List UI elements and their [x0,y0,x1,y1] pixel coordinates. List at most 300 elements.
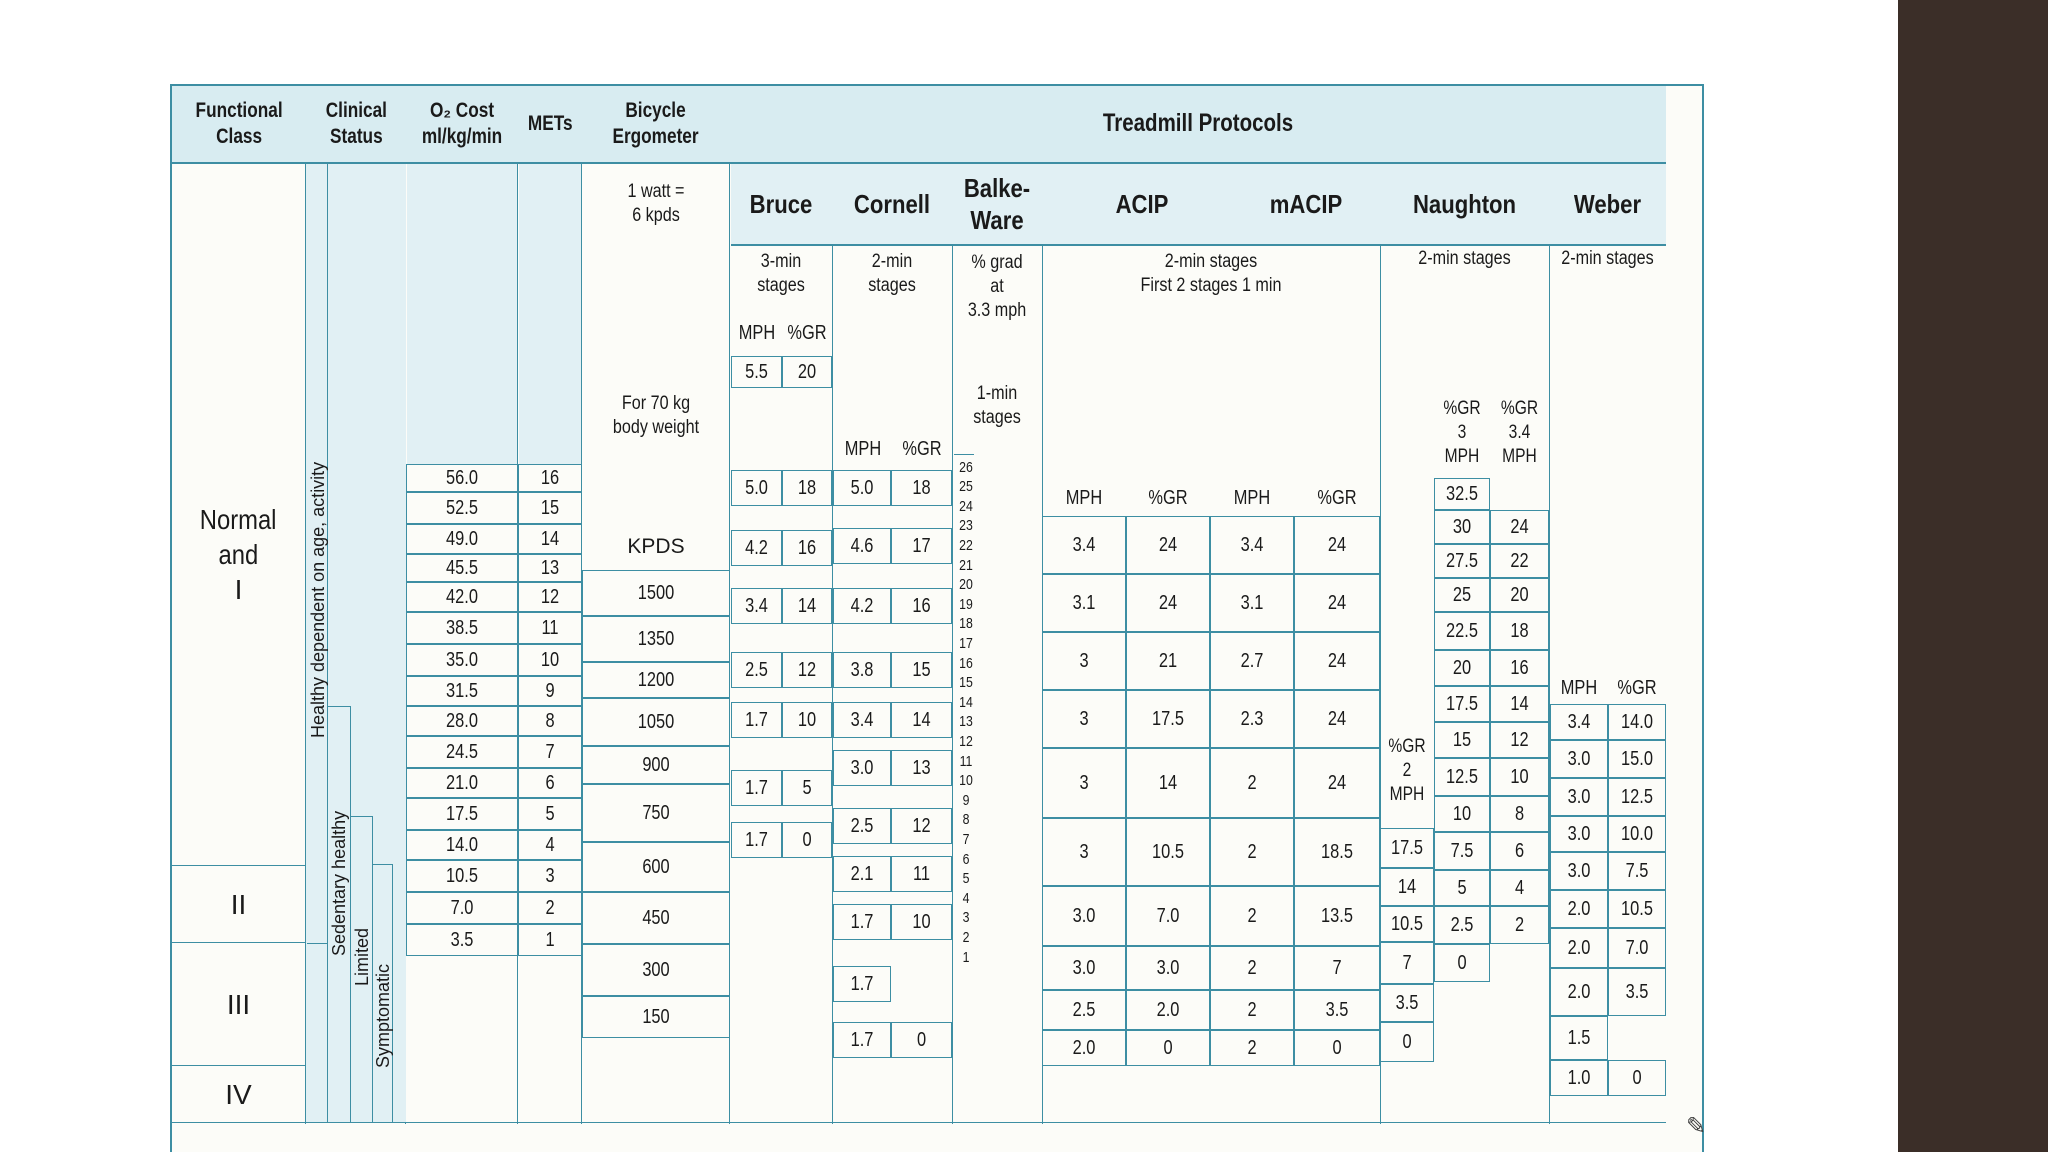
naughton-3mph-cell [1434,722,1490,758]
cornell-mph-cell [833,702,891,738]
acip-mph-cell-value: 3 [1079,649,1089,672]
naughton-34mph-cell [1490,758,1549,796]
bruce-gr-cell-value: 18 [797,476,817,499]
acip-mph-cell [1042,516,1126,574]
naughton-3mph-cell [1434,796,1490,832]
weber-gr-cell [1608,968,1666,1016]
balke-grade: 3 [962,909,970,927]
macip-mph-cell [1210,1030,1294,1066]
cornell-gr-cell-value: 11 [912,862,931,885]
balke-sub: % grad at 3.3 mph [967,252,1027,321]
weber-gr-cell-value: 10.5 [1621,897,1653,920]
bruce-gr-cell-value: 14 [797,594,817,617]
o2-cost-cell-value: 3.5 [450,928,474,951]
clinical-sedentary: Sedentary healthy [329,810,349,956]
header-treadmill: Treadmill Protocols [1102,109,1294,138]
naughton-3mph-cell-value: 5 [1457,876,1467,899]
o2-cost-cell [406,706,518,736]
o2-cost-cell [406,676,518,706]
naughton-3mph-cell [1434,944,1490,982]
weber-gr-cell-value: 3.5 [1625,980,1649,1003]
pen-icon: ✎ [1686,1113,1707,1140]
macip-mph-cell [1210,886,1294,946]
mets-cell [518,798,582,830]
bike-watt-note: 1 watt = 6 kpds [627,181,685,226]
naughton-34mph-cell-value: 12 [1510,728,1529,751]
header-clinical-status: Clinical Status [325,98,387,148]
o2-cost-cell-value: 49.0 [446,527,478,550]
naughton-3mph-cell [1434,832,1490,870]
mets-cell-value: 10 [540,648,560,671]
acip-mph-cell-value: 3.0 [1072,956,1096,979]
balke-grade: 14 [959,693,973,711]
weber-gr-cell-value: 12.5 [1621,785,1653,808]
protocol-bruce: Bruce [749,188,813,219]
weber-gr-label: %GR [1617,676,1657,699]
cornell-mph-cell [833,966,891,1002]
bruce-gr-cell [782,770,832,806]
cornell-mph-cell-value: 1.7 [850,972,874,995]
macip-gr-label: %GR [1317,486,1357,509]
mets-cell-value: 1 [545,928,555,951]
acip-gr-cell [1126,690,1210,748]
cornell-gr-cell [891,904,952,940]
naughton-3mph-cell [1434,906,1490,944]
bike-kpds-cell [582,570,730,616]
cornell-gr-cell-value: 17 [912,534,931,557]
bruce-mph-cell [731,652,782,688]
cornell-mph-cell [833,904,891,940]
cornell-gr-cell [891,808,952,844]
balke-grade: 24 [959,497,973,515]
acip-mph-cell [1042,818,1126,886]
cornell-mph-cell [833,1022,891,1058]
cornell-mph-cell [833,652,891,688]
naughton-34mph-cell [1490,832,1549,870]
weber-mph-cell [1550,890,1608,928]
weber-sub: 2-min stages [1561,248,1654,270]
weber-mph-cell-value: 1.5 [1567,1026,1591,1049]
bike-kpds-cell [582,746,730,784]
cornell-mph-cell [833,856,891,892]
naughton-3mph-cell-value: 27.5 [1446,549,1478,572]
bike-kpds-cell-value: 450 [642,906,670,929]
bike-kpds-cell [582,698,730,746]
cornell-gr-cell [891,470,952,506]
weber-gr-cell [1608,928,1666,968]
weber-mph-cell-value: 3.0 [1567,747,1591,770]
weber-mph-cell-value: 2.0 [1567,980,1591,1003]
naughton-34mph-cell-value: 4 [1514,876,1525,899]
naughton-34mph-cell-value: 2 [1514,913,1525,936]
protocol-weber: Weber [1573,188,1642,219]
bruce-gr-cell [782,470,832,506]
cornell-gr-cell-value: 16 [912,594,931,617]
bike-kpds-cell [582,616,730,662]
mets-cell [518,924,582,956]
weber-gr-cell-value: 15.0 [1621,747,1653,770]
side-dark-bar [1898,0,2048,1152]
weber-gr-cell-value: 7.5 [1625,859,1649,882]
naughton-3mph-cell-value: 15 [1452,728,1472,751]
balke-grade: 19 [959,595,973,613]
acip-mph-cell-value: 3 [1079,707,1089,730]
acip-mph-cell [1042,748,1126,818]
weber-mph-cell [1550,968,1608,1016]
naughton-2mph-cell-value: 3.5 [1395,991,1419,1014]
bike-kpds-cell [582,944,730,996]
bruce-mph-cell-value: 1.7 [745,776,768,799]
mets-cell-value: 3 [545,864,555,887]
bruce-stages: 3-min stages [757,251,805,296]
macip-mph-cell [1210,516,1294,574]
mets-cell [518,706,582,736]
protocol-cornell: Cornell [853,188,931,219]
balke-grade: 25 [959,478,973,496]
o2-cost-cell-value: 21.0 [446,771,478,794]
bike-kpds-cell-value: 900 [642,753,670,776]
weber-gr-cell [1608,852,1666,890]
cornell-stages: 2-min stages [868,251,916,296]
weber-mph-cell [1550,852,1608,890]
macip-mph-cell [1210,946,1294,990]
macip-mph-cell-value: 2 [1247,1036,1257,1059]
balke-grade: 1 [962,948,970,966]
bruce-mph-cell [731,702,782,738]
naughton-34mph-cell-value: 18 [1510,619,1529,642]
weber-gr-cell [1608,740,1666,778]
weber-mph-cell-value: 3.4 [1567,710,1591,733]
macip-gr-cell-value: 24 [1327,591,1347,614]
weber-gr-cell-value: 14.0 [1621,710,1653,733]
bike-kpds-cell-value: 1500 [637,581,675,604]
cornell-mph-label: MPH [844,437,882,460]
mets-cell [518,464,582,492]
bruce-mph-cell [731,530,782,566]
header-bicycle: Bicycle Ergometer [612,98,700,148]
weber-mph-cell [1550,704,1608,740]
weber-mph-cell [1550,1060,1608,1096]
acip-gr-cell-value: 24 [1158,591,1178,614]
o2-cost-cell-value: 42.0 [446,585,478,608]
naughton-sub: 2-min stages [1418,248,1511,270]
o2-cost-cell [406,492,518,524]
mets-cell-value: 14 [540,527,560,550]
macip-mph-cell [1210,574,1294,632]
mets-cell [518,892,582,924]
protocol-balke-ware: Balke- Ware [963,172,1031,235]
macip-mph-label: MPH [1233,486,1271,509]
o2-cost-cell-value: 10.5 [446,864,478,887]
balke-grade: 17 [959,634,973,652]
naughton-3mph-cell [1434,758,1490,796]
balke-grade: 7 [962,830,970,848]
cornell-gr-label: %GR [902,437,942,460]
cornell-gr-cell [891,652,952,688]
acip-gr-label: %GR [1148,486,1188,509]
o2-cost-cell [406,768,518,798]
cornell-gr-cell-value: 18 [912,476,931,499]
balke-grade: 16 [959,654,973,672]
cornell-mph-cell-value: 1.7 [850,910,874,933]
naughton-34mph-cell-value: 24 [1510,515,1529,538]
cornell-mph-cell-value: 5.0 [850,476,874,499]
acip-gr-cell [1126,990,1210,1030]
bike-kpds-cell-value: 750 [642,801,670,824]
weber-mph-cell-value: 3.0 [1567,859,1591,882]
mets-cell-value: 13 [540,556,560,579]
bruce-gr-cell [782,356,832,388]
bruce-mph-cell [731,470,782,506]
mets-cell-value: 5 [545,802,555,825]
acip-mph-cell [1042,574,1126,632]
naughton-2mph-cell-value: 17.5 [1391,836,1423,859]
naughton-34mph-cell-value: 10 [1510,765,1529,788]
naughton-34mph-cell [1490,650,1549,686]
class-iv: IV [225,1078,252,1110]
naughton-2mph-cell [1380,868,1434,906]
o2-cost-cell-value: 7.0 [450,896,474,919]
macip-mph-cell-value: 3.1 [1240,591,1264,614]
naughton-34mph-cell [1490,612,1549,650]
acip-mph-cell-value: 3.4 [1072,533,1096,556]
balke-grade: 11 [959,752,973,770]
naughton-3mph-cell [1434,578,1490,612]
weber-gr-cell [1608,704,1666,740]
mets-cell [518,644,582,676]
bruce-mph-cell-value: 5.0 [745,476,768,499]
balke-1min: 1-min stages [973,383,1021,428]
naughton-2mph-cell [1380,942,1434,984]
acip-gr-cell-value: 2.0 [1156,998,1180,1021]
o2-cost-cell-value: 35.0 [446,648,478,671]
macip-mph-cell-value: 2 [1247,904,1257,927]
mets-cell [518,676,582,706]
macip-gr-cell-value: 24 [1327,771,1347,794]
balke-grade: 15 [959,674,973,692]
macip-gr-cell-value: 18.5 [1321,840,1353,863]
weber-mph-cell-value: 3.0 [1567,785,1591,808]
naughton-34mph-cell-value: 22 [1510,549,1529,572]
weber-mph-cell-value: 3.0 [1567,822,1591,845]
bruce-gr-cell [782,652,832,688]
bruce-mph-cell-value: 2.5 [745,658,768,681]
bruce-gr-cell-value: 12 [797,658,817,681]
bruce-mph-cell-value: 3.4 [745,594,768,617]
naughton-3mph-cell [1434,870,1490,906]
macip-mph-cell-value: 2 [1247,956,1257,979]
cornell-mph-cell-value: 4.6 [850,534,874,557]
acip-gr-cell-value: 21 [1158,649,1178,672]
bruce-gr-cell-value: 5 [802,776,812,799]
o2-cost-cell-value: 38.5 [446,616,478,639]
acip-mph-cell-value: 2.5 [1072,998,1096,1021]
naughton-34mph-cell-value: 6 [1514,839,1525,862]
o2-cost-cell [406,612,518,644]
bruce-gr-cell-value: 0 [802,828,812,851]
weber-gr-cell [1608,778,1666,816]
macip-gr-cell [1294,946,1380,990]
naughton-3mph-cell-value: 20 [1452,656,1472,679]
cornell-gr-cell-value: 0 [916,1028,927,1051]
weber-mph-label: MPH [1560,676,1598,699]
clinical-limited: Limited [352,927,372,986]
cornell-gr-cell [891,856,952,892]
bruce-gr-cell [782,822,832,858]
macip-gr-cell [1294,632,1380,690]
bruce-gr-cell [782,588,832,624]
naughton-34mph-cell-value: 8 [1514,802,1525,825]
balke-grade: 2 [962,928,970,946]
weber-mph-cell-value: 2.0 [1567,897,1591,920]
naughton-34mph-label: %GR 3.4 MPH [1500,398,1539,467]
naughton-2mph-cell [1380,984,1434,1022]
naughton-34mph-cell-value: 16 [1510,656,1529,679]
bike-kpds-cell [582,662,730,698]
bike-kpds-cell-value: 600 [642,855,670,878]
cornell-mph-cell-value: 3.8 [850,658,874,681]
cornell-gr-cell [891,702,952,738]
macip-mph-cell-value: 2 [1247,771,1257,794]
o2-cost-cell-value: 28.0 [446,709,478,732]
macip-gr-cell-value: 24 [1327,533,1347,556]
mets-cell-value: 9 [545,679,555,702]
naughton-34mph-cell-value: 14 [1510,692,1529,715]
macip-mph-cell [1210,632,1294,690]
bruce-mph-cell [731,770,782,806]
bruce-mph-cell [731,822,782,858]
weber-mph-cell [1550,740,1608,778]
naughton-2mph-cell-value: 14 [1397,875,1417,898]
cornell-mph-cell-value: 1.7 [850,1028,874,1051]
naughton-2mph-cell [1380,1022,1434,1062]
bruce-gr-cell-value: 16 [797,536,817,559]
cornell-mph-cell [833,750,891,786]
cornell-gr-cell-value: 13 [912,756,931,779]
macip-gr-cell-value: 13.5 [1321,904,1353,927]
naughton-3mph-cell [1434,478,1490,510]
cornell-mph-cell-value: 3.0 [850,756,874,779]
mets-cell-value: 4 [545,833,555,856]
naughton-3mph-cell-value: 30 [1452,515,1472,538]
macip-mph-cell [1210,690,1294,748]
naughton-3mph-cell [1434,510,1490,544]
cornell-mph-cell [833,528,891,564]
cornell-gr-cell [891,588,952,624]
weber-mph-cell-value: 2.0 [1567,936,1591,959]
acip-mph-cell-value: 2.0 [1072,1036,1096,1059]
mets-cell [518,554,582,582]
macip-mph-cell-value: 2 [1247,998,1257,1021]
weber-mph-cell [1550,778,1608,816]
cornell-mph-cell-value: 3.4 [850,708,874,731]
cornell-gr-cell-value: 12 [912,814,931,837]
acip-gr-cell-value: 17.5 [1152,707,1184,730]
acip-mph-cell [1042,886,1126,946]
naughton-3mph-cell-value: 32.5 [1446,482,1478,505]
o2-cost-cell-value: 52.5 [446,496,478,519]
naughton-3mph-cell-value: 2.5 [1450,913,1474,936]
naughton-34mph-cell [1490,906,1549,944]
o2-cost-cell [406,554,518,582]
cornell-gr-cell [891,750,952,786]
balke-grade: 9 [962,791,970,809]
mets-cell [518,582,582,612]
macip-gr-cell-value: 3.5 [1325,998,1349,1021]
o2-cost-cell [406,860,518,892]
naughton-3mph-label: %GR 3 MPH [1443,398,1481,467]
naughton-3mph-cell [1434,612,1490,650]
o2-cost-cell-value: 56.0 [446,466,478,489]
mets-cell [518,524,582,554]
acip-gr-cell [1126,632,1210,690]
acip-gr-cell [1126,574,1210,632]
header-functional-class: Functional Class [195,98,283,148]
naughton-3mph-cell [1434,686,1490,722]
bike-kpds-cell-value: 1050 [637,710,675,733]
bike-70kg-note: For 70 kg body weight [612,393,700,438]
weber-mph-cell-value: 1.0 [1567,1066,1591,1089]
macip-gr-cell [1294,574,1380,632]
bruce-mph-label: MPH [738,321,776,344]
bruce-gr-cell-value: 20 [797,360,817,383]
acip-gr-cell [1126,946,1210,990]
clinical-healthy: Healthy dependent on age, activity [308,461,328,738]
o2-cost-cell [406,892,518,924]
naughton-2mph-cell-value: 10.5 [1391,912,1423,935]
mets-cell [518,736,582,768]
o2-cost-cell [406,582,518,612]
acip-gr-cell-value: 24 [1158,533,1178,556]
acip-mph-cell [1042,990,1126,1030]
cornell-mph-cell-value: 4.2 [850,594,874,617]
naughton-34mph-cell [1490,686,1549,722]
acip-mph-cell-value: 3 [1079,771,1089,794]
o2-cost-cell [406,524,518,554]
acip-gr-cell [1126,886,1210,946]
cornell-gr-cell-value: 15 [912,658,931,681]
naughton-34mph-cell [1490,578,1549,612]
acip-mph-cell [1042,632,1126,690]
bruce-gr-cell [782,702,832,738]
naughton-2mph-label: %GR 2 MPH [1388,736,1426,805]
mets-cell [518,860,582,892]
macip-gr-cell [1294,690,1380,748]
naughton-3mph-cell [1434,544,1490,578]
acip-gr-cell-value: 0 [1163,1036,1173,1059]
o2-cost-cell-value: 24.5 [446,740,478,763]
weber-mph-cell [1550,816,1608,852]
naughton-3mph-cell-value: 10 [1452,802,1472,825]
mets-cell-value: 15 [540,496,560,519]
balke-grade: 10 [959,772,973,790]
cornell-gr-cell-value: 14 [912,708,931,731]
naughton-3mph-cell [1434,650,1490,686]
bike-kpds-cell [582,842,730,892]
bruce-mph-cell [731,588,782,624]
weber-gr-cell-value: 0 [1632,1066,1642,1089]
bruce-gr-cell-value: 10 [797,708,817,731]
protocol-macip: mACIP [1269,188,1343,219]
macip-gr-cell-value: 7 [1332,956,1342,979]
naughton-3mph-cell-value: 12.5 [1446,765,1478,788]
balke-grade: 22 [959,536,973,554]
bruce-mph-cell-value: 4.2 [745,536,768,559]
protocol-acip: ACIP [1115,188,1169,219]
o2-cost-cell-value: 31.5 [446,679,478,702]
macip-mph-cell-value: 2.3 [1240,707,1264,730]
naughton-34mph-cell [1490,722,1549,758]
